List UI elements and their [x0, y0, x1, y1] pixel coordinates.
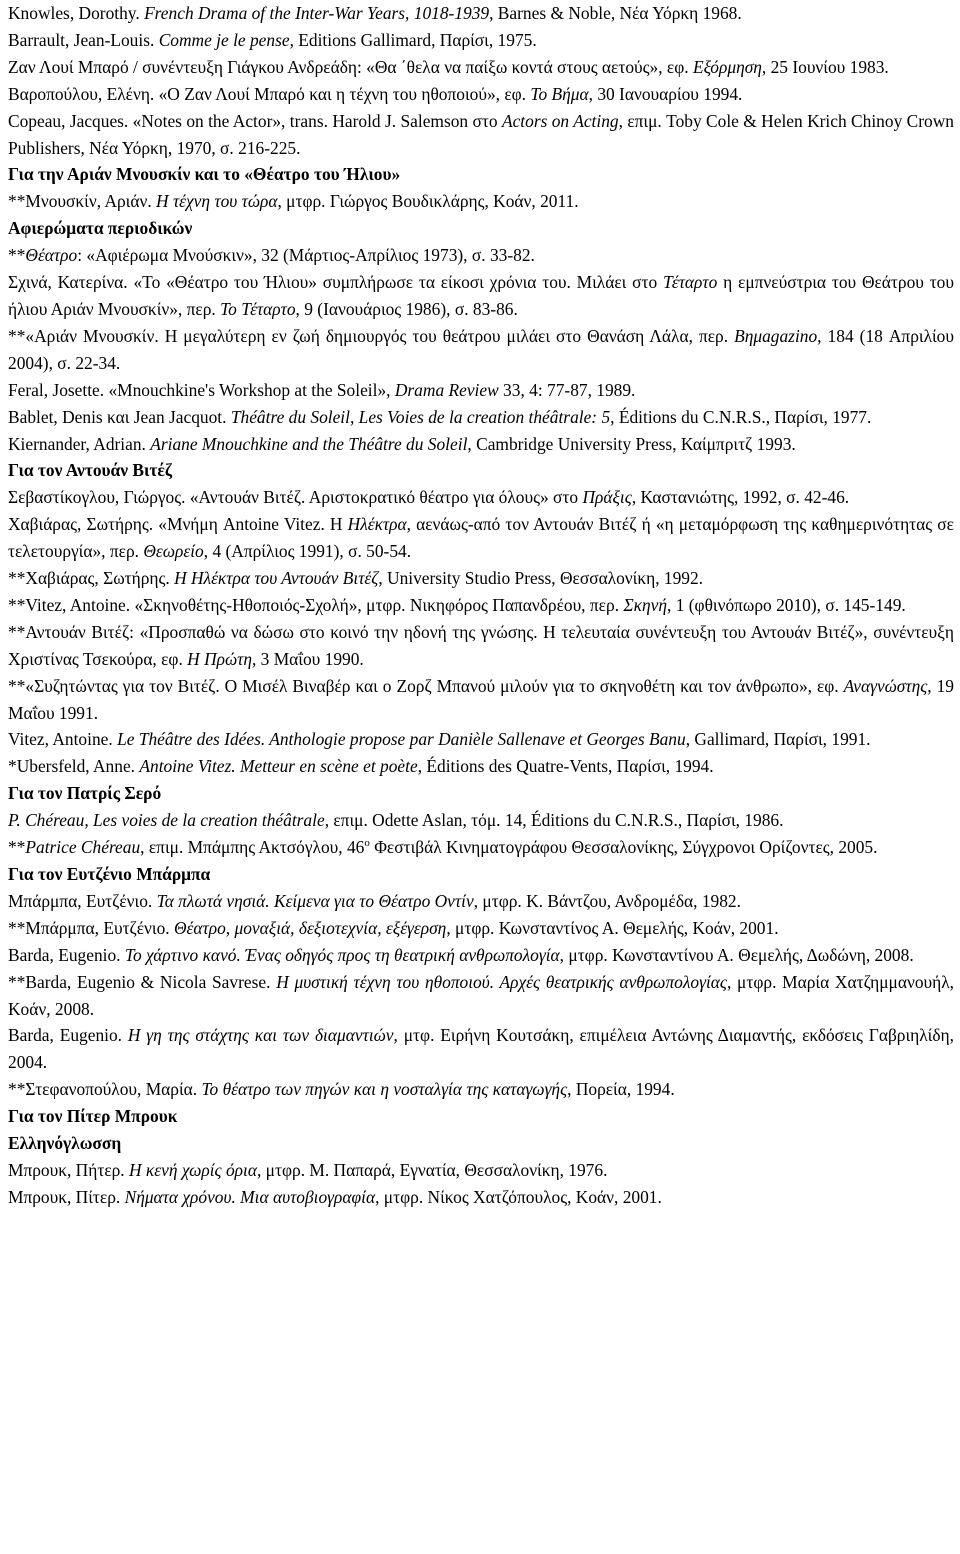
italic-text: Το θέατρο των πηγών και η νοσταλγία της καταγωγής — [201, 1079, 568, 1100]
entry-text: , μτφρ. Γιώργος Βουδικλάρης, Κοάν, 2011. — [277, 191, 579, 212]
entry-text: **Αντουάν Βιτέζ: «Προσπαθώ να δώσω στο κοινό την ηδονή της γνώσης. Η τελευταία συνέντευξη του Αντουάν Βιτέζ», συνέντευξη Χριστίνας Τσεκούρα, εφ. — [8, 621, 954, 669]
entry-text: , μτφρ. Κ. Βάντζου, Ανδρομέδα, 1982. — [473, 890, 741, 911]
bibliography-entry — [8, 431, 954, 458]
italic-text: Η γη της στάχτης και των διαμαντιών — [127, 1025, 394, 1046]
entry-text: Φεστιβάλ Κινηματογράφου Θεσσαλονίκης, Σύγχρονοι Ορίζοντες, 2005. — [369, 837, 878, 858]
entry-text: 33, 4: 77-87, 1989. — [498, 379, 636, 400]
bibliography-entry — [8, 404, 954, 431]
bibliography-entry — [8, 54, 954, 81]
bibliography-entry — [8, 323, 954, 377]
entry-text: Ελληνόγλωσση — [8, 1133, 122, 1154]
entry-text: Βαροπούλου, Ελένη. «Ο Ζαν Λουί Μπαρό και η τέχνη του ηθοποιού», εφ. — [8, 83, 531, 104]
superscript-text: ο — [364, 837, 370, 850]
entry-text: **Μνουσκίν, Αριάν. — [8, 191, 157, 212]
entry-text: Μπάρμπα, Ευτζένιο. — [8, 890, 157, 911]
italic-text: Comme je le pense — [158, 29, 290, 50]
entry-text: Μπρουκ, Πίτερ. — [8, 1186, 125, 1207]
italic-text: Antoine Vitez. Metteur en scène et poète — [139, 756, 418, 777]
section-heading — [8, 1130, 954, 1157]
entry-text: ** — [8, 837, 26, 858]
bibliography-entry — [8, 726, 954, 753]
entry-text: Για τον Πατρίς Σερό — [8, 783, 162, 804]
bibliography-entry — [8, 0, 954, 27]
entry-text: Για τον Ευτζένιο Μπάρμπα — [8, 864, 211, 884]
italic-text: P. Chéreau, Les voies de la creation théâtrale — [8, 810, 325, 831]
bibliography-entry — [8, 915, 954, 942]
entry-text: Vitez, Antoine. — [8, 729, 118, 750]
bibliography-entry — [8, 484, 954, 511]
entry-text: , 19 Μαΐου 1991. — [8, 675, 954, 723]
entry-text: Knowles, Dorothy. — [8, 3, 145, 23]
italic-text: Patrice Chéreau — [25, 837, 141, 858]
bibliography-entry — [8, 565, 954, 592]
italic-text: Η Ηλέκτρα του Αντουάν Βιτέζ — [174, 568, 379, 589]
bibliography-entry — [8, 377, 954, 404]
italic-text: Αναγνώστης — [843, 675, 928, 696]
entry-text: Copeau, Jacques. «Notes on the Actor», trans. Harold J. Salemson στο — [8, 110, 502, 131]
italic-text: Η Πρώτη — [187, 648, 252, 669]
entry-text: Για τον Πίτερ Μπρουκ — [8, 1106, 178, 1127]
bibliography-entry — [8, 269, 954, 323]
entry-text: Σεβαστίκογλου, Γιώργος. «Αντουάν Βιτέζ. Αριστοκρατικό θέατρο για όλους» στο — [8, 487, 583, 508]
entry-text: , μτφρ. Μ. Παπαρά, Εγνατία, Θεσσαλονίκη, 1976. — [256, 1159, 608, 1180]
entry-text: , 30 Ιανουαρίου 1994. — [588, 83, 743, 104]
entry-text: , Editions Gallimard, Παρίσι, 1975. — [289, 29, 537, 50]
bibliography-entry — [8, 1076, 954, 1103]
entry-text: , 25 Ιουνίου 1983. — [761, 56, 889, 77]
entry-text: , επιμ. Odette Aslan, τόμ. 14, Éditions du C.N.R.S., Παρίσι, 1986. — [324, 810, 784, 831]
italic-text: Νήματα χρόνου. Μια αυτοβιογραφία — [124, 1186, 376, 1207]
entry-text: , μτφρ. Μαρία Χατζημμανουήλ, Κοάν, 2008. — [8, 971, 954, 1019]
entry-text: Για τον Αντουάν Βιτέζ — [8, 460, 173, 481]
entry-text: Barda, Eugenio. — [8, 944, 125, 965]
italic-text: Η τέχνη του τώρα — [156, 191, 278, 212]
italic-text: Théâtre du Soleil, Les Voies de la creation théâtrale: 5, — [230, 406, 615, 427]
entry-text: **«Συζητώντας για τον Βιτέζ. Ο Μισέλ Βιναβέρ και ο Ζορζ Μπανού μιλούν για το σκηνοθέτη και τον άνθρωπο», εφ. — [8, 675, 844, 696]
bibliography-entry — [8, 1157, 954, 1184]
italic-text: Le Théâtre des Idées. Anthologie propose par Danièle Sallenave et Georges Banu — [117, 729, 686, 750]
italic-text: Τέταρτο — [663, 272, 718, 293]
entry-text: Μπρουκ, Πήτερ. — [8, 1159, 130, 1180]
italic-text: Θεωρείο — [143, 541, 204, 562]
entry-text: , Καστανιώτης, 1992, σ. 42-46. — [631, 487, 850, 508]
entry-text: , Cambridge University Press, Καίμπριτζ 1993. — [467, 433, 796, 454]
entry-text: , Πορεία, 1994. — [567, 1079, 675, 1100]
entry-text: Αφιερώματα περιοδικών — [8, 218, 193, 239]
entry-text: Barda, Eugenio. — [8, 1025, 128, 1046]
entry-text: , επιμ. Toby Cole & Helen Krich Chinoy Crown Publishers, Νέα Υόρκη, 1970, σ. 216-225. — [8, 110, 954, 158]
bibliography-entry — [8, 834, 954, 861]
italic-text: Εξόρμηση — [692, 56, 762, 77]
entry-text: Για την Αριάν Μνουσκίν και το «Θέατρο του Ήλιου» — [8, 164, 401, 185]
entry-text: : «Αφιέρωμα Μνούσκιν», 32 (Μάρτιος-Απρίλιος 1973), σ. 33-82. — [77, 245, 535, 266]
entry-text: η εμπνεύστρια του Θεάτρου του ήλιου Αριάν Μνουσκίν», περ. — [8, 272, 954, 319]
entry-text: ** — [8, 245, 26, 266]
bibliography-entry — [8, 27, 954, 54]
entry-text: , επιμ. Μπάμπης Ακτσόγλου, 46 — [140, 837, 365, 858]
entry-text: , 184 (18 Απριλίου 2004), σ. 22-34. — [8, 325, 954, 373]
bibliography-entry — [8, 969, 954, 1023]
bibliography-entry — [8, 511, 954, 565]
entry-text: Kiernander, Adrian. — [8, 433, 151, 454]
italic-text: Βημagazino — [734, 325, 818, 346]
entry-text: Feral, Josette. «Mnouchkine's Workshop at the Soleil», — [8, 379, 395, 400]
entry-text: **«Αριάν Μνουσκίν. Η μεγαλύτερη εν ζωή δημιουργός του θεάτρου μιλάει στο Θανάση Λάλα, περ. — [8, 325, 735, 346]
entry-text: Barrault, Jean-Louis. — [8, 29, 159, 50]
section-heading — [8, 1103, 954, 1130]
italic-text: French Drama of the Inter-War Years, 1018-1939 — [144, 3, 490, 23]
entry-text: Bablet, Denis και Jean Jacquot. — [8, 406, 231, 427]
italic-text: Θέατρο, μοναξιά, δεξιοτεχνία, εξέγερση — [174, 917, 447, 938]
entry-text: , μτφρ. Κωνσταντίνου Α. Θεμελής, Δωδώνη, 2008. — [559, 944, 914, 965]
bibliography-entry — [8, 592, 954, 619]
entry-text: , 9 (Ιανουάριος 1986), σ. 83-86. — [295, 298, 518, 319]
bibliography-entry — [8, 942, 954, 969]
entry-text: , Gallimard, Παρίσι, 1991. — [685, 729, 871, 750]
bibliography-entry — [8, 1022, 954, 1076]
entry-text: **Στεφανοπούλου, Μαρία. — [8, 1079, 202, 1100]
bibliography-entry — [8, 188, 954, 215]
italic-text: Ηλέκτρα — [347, 514, 407, 535]
italic-text: Το Τέταρτο — [220, 298, 296, 319]
italic-text: Θέατρο — [25, 245, 78, 266]
entry-text: , Éditions des Quatre-Vents, Παρίσι, 1994. — [417, 756, 714, 777]
section-heading — [8, 215, 954, 242]
italic-text: Σκηνή — [623, 594, 667, 615]
entry-text: , 1 (φθινόπωρο 2010), σ. 145-149. — [667, 594, 906, 615]
entry-text: , μτφ. Ειρήνη Κουτσάκη, επιμέλεια Αντώνης Διαμαντής, εκδόσεις Γαβριηλίδη, 2004. — [8, 1025, 954, 1073]
entry-text: , αενάως-από τον Αντουάν Βιτέζ ή «η μεταμόρφωση της καθημερινότητας σε τελετουργία», περ. — [8, 514, 954, 562]
bibliography-entry — [8, 619, 954, 673]
italic-text: Πράξις — [582, 487, 632, 508]
italic-text: Ariane Mnouchkine and the Théâtre du Soleil — [150, 433, 468, 454]
bibliography-entry — [8, 242, 954, 269]
italic-text: Η μυστική τέχνη του ηθοποιού. Αρχές θεατρικής ανθρωπολογίας — [276, 971, 727, 992]
italic-text: Η κενή χωρίς όρια — [129, 1159, 257, 1180]
italic-text: Drama Review — [394, 379, 499, 400]
bibliography-entry — [8, 673, 954, 727]
entry-text: **Vitez, Antoine. «Σκηνοθέτης-Ηθοποιός-Σχολή», μτφρ. Νικηφόρος Παπανδρέου, περ. — [8, 594, 624, 615]
bibliography-entry — [8, 888, 954, 915]
entry-text: , 3 Μαΐου 1990. — [251, 648, 364, 669]
bibliography-entry — [8, 1184, 954, 1211]
bibliography-entry — [8, 108, 954, 162]
entry-text: , 4 (Απρίλιος 1991), σ. 50-54. — [203, 541, 412, 562]
entry-text: Éditions du C.N.R.S., Παρίσι, 1977. — [614, 406, 872, 427]
italic-text: Το χάρτινο κανό. Ένας οδηγός προς τη θεατρική ανθρωπολογία — [124, 944, 560, 965]
italic-text: Τα πλωτά νησιά. Κείμενα για το Θέατρο Οντίν — [156, 890, 474, 911]
entry-text: **Barda, Eugenio & Nicola Savrese. — [8, 971, 277, 992]
italic-text: Το Βήμα — [530, 83, 589, 104]
entry-text: , Barnes & Noble, Νέα Υόρκη 1968. — [489, 3, 742, 23]
section-heading — [8, 457, 954, 484]
entry-text: Χαβιάρας, Σωτήρης. «Μνήμη Antoine Vitez. Η — [8, 514, 348, 535]
bibliography-entry — [8, 753, 954, 780]
section-heading — [8, 161, 954, 188]
section-heading — [8, 780, 954, 807]
entry-text: Ζαν Λουί Μπαρό / συνέντευξη Γιάγκου Ανδρεάδη: «Θα ΄θελα να παίξω κοντά στους αετούς», εφ. — [8, 56, 693, 77]
entry-text: , University Studio Press, Θεσσαλονίκη, 1992. — [378, 568, 704, 589]
entry-text: **Μπάρμπα, Ευτζένιο. — [8, 917, 174, 938]
italic-text: Actors on Acting — [501, 110, 619, 131]
entry-text: , μτφρ. Νίκος Χατζόπουλος, Κοάν, 2001. — [375, 1186, 662, 1207]
bibliography-entry — [8, 807, 954, 834]
entry-text: **Χαβιάρας, Σωτήρης. — [8, 568, 175, 589]
section-heading — [8, 861, 954, 888]
bibliography-entry — [8, 81, 954, 108]
entry-text: , μτφρ. Κωνσταντίνος Α. Θεμελής, Κοάν, 2001. — [446, 917, 779, 938]
entry-text: *Ubersfeld, Anne. — [8, 756, 140, 777]
entry-text: Σχινά, Κατερίνα. «Το «Θέατρο του Ήλιου» συμπλήρωσε τα είκοσι χρόνια του. Μιλάει στο — [8, 272, 663, 293]
